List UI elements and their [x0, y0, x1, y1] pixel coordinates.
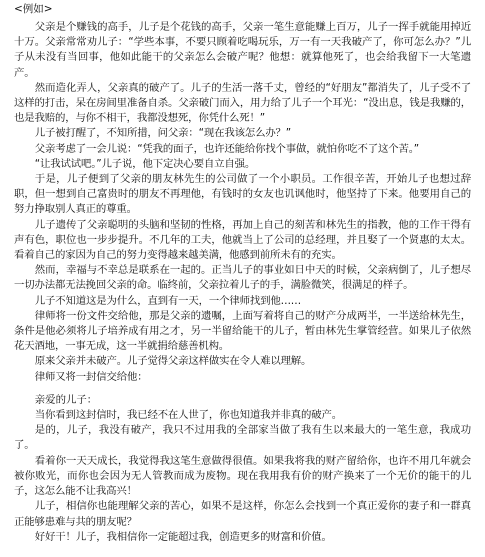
- story-paragraph-12: 律师又将一封信交给他：: [34, 370, 148, 383]
- letter-paragraph-3: 看着你一天天成长，我觉得我这笔生意做得很值。如果我将我的财产留给你，也许不用几年就会被你败光，而你也会因为无人管教而成为废物。现在我用我有价的财产换来了一个无价的能干的儿子，这怎么能不让我高兴！: [14, 454, 471, 498]
- letter-greeting: 亲爱的儿子：: [34, 393, 98, 406]
- section-gap: [14, 385, 471, 393]
- story-paragraph-5: “让我试试吧。”儿子说，他下定决心要自立自强。: [34, 157, 256, 170]
- story-paragraph-3: 儿子被打醒了，不知所措，问父亲：“现在我该怎么办？”: [34, 127, 292, 140]
- letter-paragraph-4: 儿子，相信你也能理解父亲的苦心，如果不是这样，你怎么会找到一个真正爱你的妻子和一群真正能够患难与共的朋友呢？: [14, 500, 471, 528]
- story-paragraph-11: 原来父亲并未破产。儿子觉得父亲这样做实在令人难以理解。: [34, 355, 312, 368]
- story-paragraph-10: 律师将一份文件交给他，那是父亲的遗嘱，上面写着将自己的财产分成两半，一半送给林先生，条件是他必须将儿子培养成有用之才，另一半留给能干的儿子，暂由林先生掌管经营。如果儿子依然花天酒地，一事无成，这一半就捐给慈善机构。: [14, 309, 471, 353]
- letter-paragraph-2: 是的，儿子，我没有破产，我只不过用我的全部家当做了我有生以来最大的一笔生意，我成功了。: [14, 424, 471, 452]
- story-paragraph-2: 然而造化弄人，父亲真的破产了。儿子的生活一落千丈，曾经的“好朋友”都消失了，儿子受不了这样的打击，呆在房间里准备自杀。父亲破门而入，用力给了儿子一个耳光：“没出息，钱是我赚的，也是我赔的，与你不相干，我都没想死，你凭什么死！”: [14, 81, 471, 125]
- story-body: [14, 20, 471, 385]
- letter-body: [14, 393, 471, 545]
- letter-paragraph-5: 好好干！儿子，我相信你一定能超过我，创造更多的财富和价值。: [34, 530, 332, 543]
- story-paragraph-4: 父亲考虑了一会儿说：“凭我的面子，也许还能给你找个事做，就怕你吃不了这个苦。”: [34, 142, 419, 155]
- letter-paragraph-1: 当你看到这封信时，我已经不在人世了，你也知道我并非真的破产。: [34, 409, 343, 422]
- story-paragraph-8: 然而，幸福与不幸总是联系在一起的。正当儿子的事业如日中天的时候，父亲病倒了，儿子想尽一切办法都无法挽回父亲的命。临终前，父亲拉着儿子的手，满脸微笑，很满足的样子。: [14, 264, 471, 292]
- example-tag: <例如>: [14, 3, 53, 15]
- story-paragraph-6: 于是，儿子便到了父亲的朋友林先生的公司做了一个小职员。工作很辛苦，开始儿子也想过辞职，但一想到自己富贵时的朋友不再理他，有钱时的女友也讥讽他时，他坚持了下来。他要用自己的努力挣取别人真正的尊重。: [14, 173, 471, 216]
- story-paragraph-1: 父亲是个赚钱的高手，儿子是个花钱的高手，父亲一笔生意能赚上百万，儿子一挥手就能用掉近十万。父亲常常劝儿子：“学些本事，不要只顾着吃喝玩乐，万一有一天我破产了，你可怎么办？”儿子从未没有当回事，他如此能干的父亲怎么会破产呢？他想：就算他死了，也会给我留下一大笔遗产。: [14, 21, 471, 79]
- story-paragraph-7: 儿子遗传了父亲聪明的头脑和坚韧的性格，再加上自己的刻苦和林先生的指教，他的工作干得有声有色，职位也一步步提升。不几年的工夫，他就当上了公司的总经理，并且娶了一个贤惠的太太。看着自己的家因为自己的努力变得越来越美满，他感到前所未有的充实。: [14, 218, 471, 262]
- story-paragraph-9: 儿子不知道这是为什么，直到有一天，一个律师找到他……: [34, 294, 302, 307]
